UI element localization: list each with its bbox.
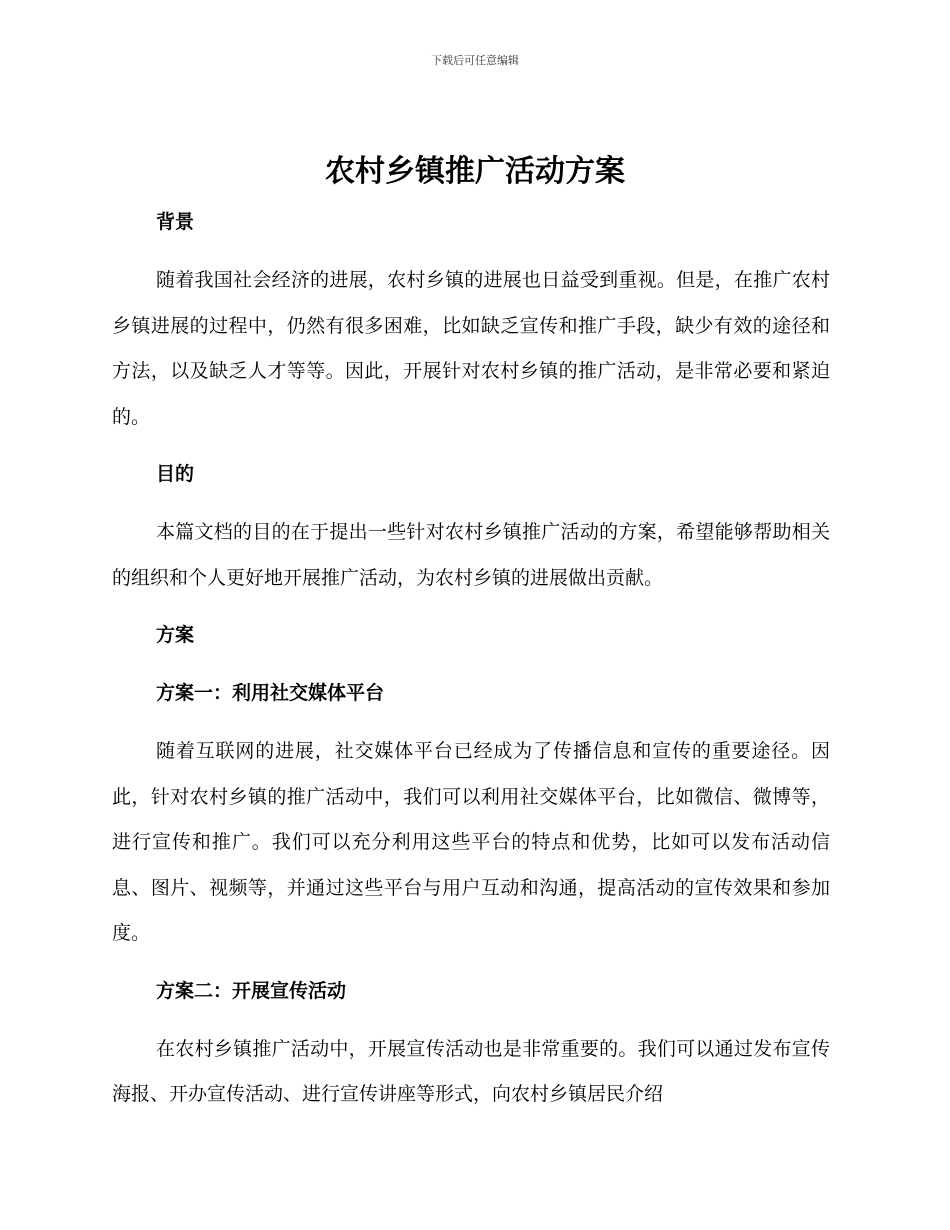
paragraph-plan-one: 随着互联网的进展，社交媒体平台已经成为了传播信息和宣传的重要途径。因此，针对农村乡镇的推广活动中，我们可以利用社交媒体平台，比如微信、微博等，进行宣传和推广。我们可以充分利用这些平台的特点和优势，比如可以发布活动信息、图片、视频等，并通过这些平台与用户互动和沟通，提高活动的宣传效果和参加度。 xyxy=(112,740,830,944)
document-body xyxy=(112,200,830,1130)
section-heading-plans: 方案 xyxy=(156,624,195,646)
paragraph-purpose: 本篇文档的目的在于提出一些针对农村乡镇推广活动的方案，希望能够帮助相关的组织和个人更好地开展推广活动，为农村乡镇的进展做出贡献。 xyxy=(112,521,830,589)
paragraph-plan-two: 在农村乡镇推广活动中，开展宣传活动也是非常重要的。我们可以通过发布宣传海报、开办宣传活动、进行宣传讲座等形式，向农村乡镇居民介绍 xyxy=(112,1037,830,1105)
subheading-plan-two: 方案二：开展宣传活动 xyxy=(156,979,347,1002)
section-heading-purpose: 目的 xyxy=(156,463,195,485)
document-title: 农村乡镇推广活动方案 xyxy=(325,154,625,189)
header-note: 下载后可任意编辑 xyxy=(431,54,519,67)
section-heading-background: 背景 xyxy=(156,211,195,233)
subheading-plan-one: 方案一：利用社交媒体平台 xyxy=(156,682,385,704)
paragraph-background: 随着我国社会经济的进展，农村乡镇的进展也日益受到重视。但是，在推广农村乡镇进展的过程中，仍然有很多困难，比如缺乏宣传和推广手段，缺少有效的途径和方法，以及缺乏人才等等。因此，开展针对农村乡镇的推广活动，是非常必要和紧迫的。 xyxy=(112,269,830,428)
